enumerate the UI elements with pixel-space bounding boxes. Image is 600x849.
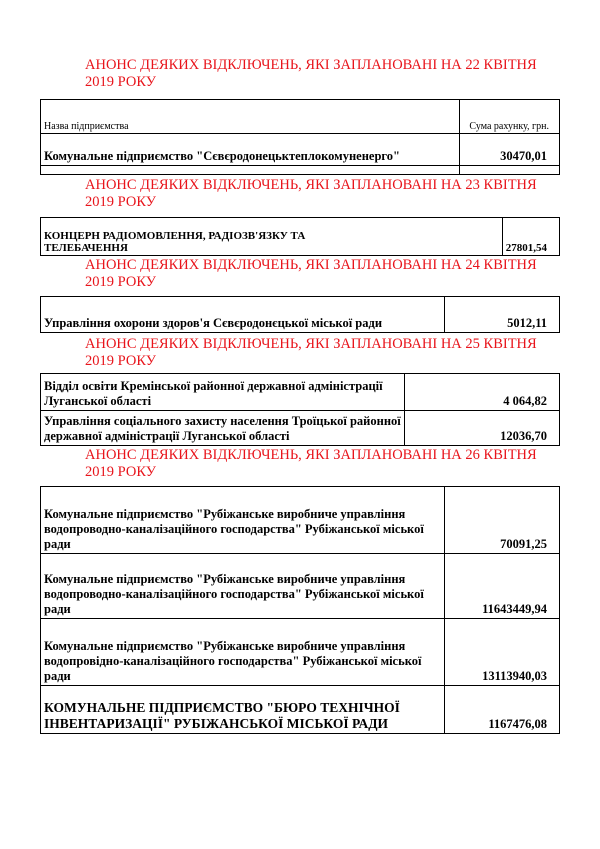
table-row — [41, 554, 560, 619]
table-empty-row — [41, 166, 560, 175]
table-row — [41, 134, 560, 166]
enterprise-name: Відділ освіти Кремінської районної державної адміністрації Луганської області — [41, 374, 405, 411]
column-header-sum: Сума рахунку, грн. — [460, 100, 560, 134]
enterprise-name: Комунальне підприємство "Сєвєродонецьктеплокомуненерго" — [41, 134, 460, 166]
enterprise-sum: 27801,54 — [502, 218, 559, 256]
table-row — [41, 487, 560, 554]
enterprise-name: Комунальне підприємство "Рубіжанське виробниче управління водопровідно-каналізаційного господарства" Рубіжанської міської ради — [41, 619, 445, 686]
table-row — [41, 411, 560, 446]
table-23-april — [40, 217, 560, 256]
enterprise-sum: 4 064,82 — [405, 374, 560, 411]
table-row — [41, 619, 560, 686]
table-25-april — [40, 373, 560, 446]
enterprise-name: Комунальне підприємство "Рубіжанське виробниче управління водопроводно-каналізаційного господарства" Рубіжанської міської ради — [41, 487, 445, 554]
table-26-april — [40, 486, 560, 734]
empty-cell — [41, 166, 460, 175]
enterprise-sum: 30470,01 — [460, 134, 560, 166]
section-heading-25: АНОНС ДЕЯКИХ ВІДКЛЮЧЕНЬ, ЯКІ ЗАПЛАНОВАНІ НА 25 КВІТНЯ 2019 РОКУ — [85, 336, 537, 369]
enterprise-sum: 70091,25 — [445, 487, 560, 554]
table-row — [41, 218, 560, 256]
column-header-name: Назва підприємства — [41, 100, 460, 134]
enterprise-name: Управління соціального захисту населення Троїцької районної державної адміністрації Луганської області — [41, 411, 405, 446]
section-heading-26: АНОНС ДЕЯКИХ ВІДКЛЮЧЕНЬ, ЯКІ ЗАПЛАНОВАНІ НА 26 КВІТНЯ 2019 РОКУ — [85, 447, 537, 480]
table-22-april — [40, 99, 560, 175]
enterprise-sum: 1167476,08 — [445, 686, 560, 734]
enterprise-sum: 5012,11 — [445, 297, 560, 333]
table-24-april — [40, 296, 560, 333]
enterprise-sum: 11643449,94 — [445, 554, 560, 619]
enterprise-sum: 13113940,03 — [445, 619, 560, 686]
enterprise-sum: 12036,70 — [405, 411, 560, 446]
table-row — [41, 297, 560, 333]
table-row — [41, 686, 560, 734]
enterprise-name: КОНЦЕРН РАДІОМОВЛЕННЯ, РАДІОЗВ'ЯЗКУ ТА ТЕЛЕБАЧЕННЯ — [41, 218, 503, 256]
enterprise-name: Управління охорони здоров'я Сєвєродонєцької міської ради — [41, 297, 445, 333]
section-heading-24: АНОНС ДЕЯКИХ ВІДКЛЮЧЕНЬ, ЯКІ ЗАПЛАНОВАНІ НА 24 КВІТНЯ 2019 РОКУ — [85, 257, 537, 290]
table-row — [41, 374, 560, 411]
enterprise-name: КОМУНАЛЬНЕ ПІДПРИЄМСТВО "БЮРО ТЕХНІЧНОЇ ІНВЕНТАРИЗАЦІЇ" РУБІЖАНСЬКОЇ МІСЬКОЇ РАДИ — [41, 686, 445, 734]
table-header-row — [41, 100, 560, 134]
empty-cell — [460, 166, 560, 175]
section-heading-23: АНОНС ДЕЯКИХ ВІДКЛЮЧЕНЬ, ЯКІ ЗАПЛАНОВАНІ НА 23 КВІТНЯ 2019 РОКУ — [85, 177, 537, 210]
enterprise-name: Комунальне підприємство "Рубіжанське виробниче управління водопроводно-каналізаційного господарства" Рубіжанської міської ради — [41, 554, 445, 619]
section-heading-22: АНОНС ДЕЯКИХ ВІДКЛЮЧЕНЬ, ЯКІ ЗАПЛАНОВАНІ НА 22 КВІТНЯ 2019 РОКУ — [85, 57, 537, 90]
